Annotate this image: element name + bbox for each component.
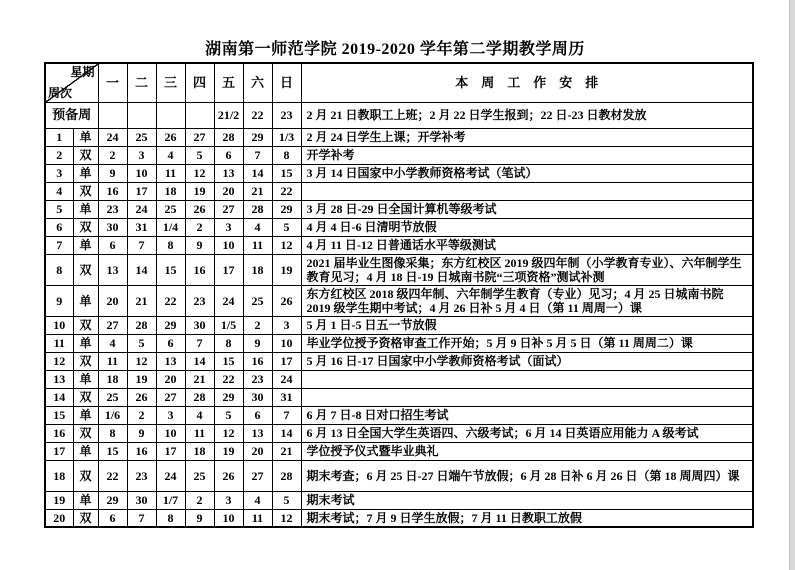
day-cell: 26: [185, 200, 214, 218]
calendar-row: [45, 236, 753, 254]
day-cell: 6: [156, 334, 185, 352]
day-cell: 24: [127, 200, 156, 218]
work-cell: [301, 388, 753, 406]
day-cell: 4: [98, 334, 127, 352]
day-cell: 17: [272, 352, 301, 370]
day-cell: 2: [185, 218, 214, 236]
day-cell: 1/4: [156, 218, 185, 236]
page-title: 湖南第一师范学院 2019-2020 学年第二学期教学周历: [205, 41, 585, 58]
day-cell: 25: [156, 200, 185, 218]
header-row: [45, 63, 753, 102]
day-cell: 24: [156, 460, 185, 491]
day-cell: 16: [243, 352, 272, 370]
day-cell: 26: [156, 128, 185, 146]
day-cell: 23: [243, 370, 272, 388]
day-cell: 11: [243, 236, 272, 254]
day-cell: 23: [127, 460, 156, 491]
parity-cell: 单: [73, 442, 98, 460]
day-cell: 2: [185, 491, 214, 509]
day-header-tue: 二: [127, 63, 156, 102]
work-cell: 东方红校区 2018 级四年制、六年制学生教育（专业）见习；4 月 25 日城南书院 2019 级学生期中考试；4 月 26 日补 5 月 4 日（第 11 周周一）课: [301, 285, 753, 316]
work-cell: 2021 届毕业生图像采集；东方红校区 2019 级四年制（小学教育专业）、六年制学生教育见习；4 月 18 日-19 日城南书院“三项资格”测试补测: [301, 254, 753, 285]
calendar-row: [45, 460, 753, 491]
day-cell: 11: [156, 164, 185, 182]
parity-cell: 单: [73, 491, 98, 509]
day-cell: 30: [127, 491, 156, 509]
day-cell: 28: [214, 128, 243, 146]
day-cell: 7: [127, 509, 156, 527]
day-cell: 6: [214, 146, 243, 164]
day-cell: 3: [156, 406, 185, 424]
day-cell: 3: [214, 491, 243, 509]
day-cell: 12: [272, 236, 301, 254]
day-cell: 16: [185, 254, 214, 285]
parity-cell: 单: [73, 334, 98, 352]
calendar-row: [45, 509, 753, 527]
parity-cell: 单: [73, 128, 98, 146]
day-cell: 6: [98, 509, 127, 527]
parity-cell: 单: [73, 236, 98, 254]
work-cell: 6 月 7 日-8 日对口招生考试: [301, 406, 753, 424]
week-cell: 13: [45, 370, 73, 388]
corner-week-label: 周次: [48, 85, 73, 100]
work-cell: 期末考试；7 月 9 日学生放假；7 月 11 日教职工放假: [301, 509, 753, 527]
work-cell: 5 月 1 日-5 日五一节放假: [301, 316, 753, 334]
day-cell: 6: [243, 406, 272, 424]
week-cell: 11: [45, 334, 73, 352]
day-cell: 27: [156, 388, 185, 406]
day-cell: 29: [243, 128, 272, 146]
day-header-wed: 三: [156, 63, 185, 102]
day-cell: 9: [98, 164, 127, 182]
parity-cell: 双: [73, 388, 98, 406]
parity-cell: 单: [73, 406, 98, 424]
day-cell: 29: [98, 491, 127, 509]
calendar-row: [45, 218, 753, 236]
work-cell: 2 月 21 日教职工上班；2 月 22 日学生报到；22 日-23 日教材发放: [301, 102, 753, 128]
day-cell: 13: [243, 424, 272, 442]
day-cell: 17: [127, 182, 156, 200]
calendar-row: [45, 370, 753, 388]
calendar-row: [45, 102, 753, 128]
parity-cell: 双: [73, 254, 98, 285]
day-cell: [185, 102, 214, 128]
day-cell: 1/3: [272, 128, 301, 146]
day-cell: 3: [127, 146, 156, 164]
work-cell: 开学补考: [301, 146, 753, 164]
day-cell: 8: [156, 236, 185, 254]
day-cell: 19: [127, 370, 156, 388]
day-cell: 11: [243, 509, 272, 527]
day-cell: 2: [243, 316, 272, 334]
day-cell: 19: [214, 442, 243, 460]
day-cell: 21: [272, 442, 301, 460]
day-cell: 13: [98, 254, 127, 285]
day-cell: 30: [185, 316, 214, 334]
work-cell: 期末考查；6 月 25 日-27 日端午节放假；6 月 28 日补 6 月 26 日（第 18 周周四）课: [301, 460, 753, 491]
day-cell: 1/6: [98, 406, 127, 424]
day-cell: 3: [214, 218, 243, 236]
day-cell: 12: [214, 424, 243, 442]
week-cell: 14: [45, 388, 73, 406]
day-cell: 16: [127, 442, 156, 460]
day-cell: 22: [98, 460, 127, 491]
calendar-row: [45, 334, 753, 352]
day-cell: 14: [272, 424, 301, 442]
day-cell: 27: [185, 128, 214, 146]
day-cell: 25: [98, 388, 127, 406]
day-cell: 28: [185, 388, 214, 406]
day-cell: 14: [185, 352, 214, 370]
day-cell: 18: [243, 254, 272, 285]
parity-cell: 双: [73, 146, 98, 164]
day-cell: 3: [272, 316, 301, 334]
day-cell: 12: [127, 352, 156, 370]
week-cell: 4: [45, 182, 73, 200]
day-cell: 16: [98, 182, 127, 200]
day-cell: [156, 102, 185, 128]
day-cell: 20: [243, 442, 272, 460]
day-cell: 15: [98, 442, 127, 460]
week-cell: 3: [45, 164, 73, 182]
day-cell: 7: [127, 236, 156, 254]
work-cell: 5 月 16 日-17 日国家中小学教师资格考试（面试）: [301, 352, 753, 370]
day-cell: 11: [98, 352, 127, 370]
day-cell: 8: [98, 424, 127, 442]
day-cell: 7: [243, 146, 272, 164]
calendar-row: [45, 316, 753, 334]
day-cell: 24: [98, 128, 127, 146]
day-header-sat: 六: [243, 63, 272, 102]
day-cell: 22: [243, 102, 272, 128]
day-cell: 1/7: [156, 491, 185, 509]
day-cell: 18: [185, 442, 214, 460]
parity-cell: 单: [73, 200, 98, 218]
calendar-row: [45, 285, 753, 316]
day-cell: 14: [127, 254, 156, 285]
work-cell: 3 月 14 日国家中小学教师资格考试（笔试）: [301, 164, 753, 182]
parity-cell: 双: [73, 460, 98, 491]
week-cell: 2: [45, 146, 73, 164]
week-cell: 19: [45, 491, 73, 509]
week-cell: 8: [45, 254, 73, 285]
week-cell: 17: [45, 442, 73, 460]
week-cell: 18: [45, 460, 73, 491]
corner-weekday-label: 星期: [70, 65, 95, 79]
day-cell: 11: [185, 424, 214, 442]
day-cell: 17: [156, 442, 185, 460]
day-cell: 13: [156, 352, 185, 370]
week-cell: 9: [45, 285, 73, 316]
parity-cell: 单: [73, 164, 98, 182]
day-cell: 26: [272, 285, 301, 316]
day-cell: 29: [214, 388, 243, 406]
day-header-fri: 五: [214, 63, 243, 102]
day-cell: 9: [185, 236, 214, 254]
day-cell: 10: [127, 164, 156, 182]
day-cell: 10: [156, 424, 185, 442]
page-right-edge: [789, 0, 795, 570]
calendar-row: [45, 182, 753, 200]
calendar-row: [45, 406, 753, 424]
work-cell: 2 月 24 日学生上课；开学补考: [301, 128, 753, 146]
parity-cell: 双: [73, 509, 98, 527]
day-cell: 21: [127, 285, 156, 316]
day-cell: 20: [98, 285, 127, 316]
day-header-thu: 四: [185, 63, 214, 102]
parity-cell: 双: [73, 182, 98, 200]
day-cell: 26: [127, 388, 156, 406]
day-cell: 10: [214, 509, 243, 527]
day-cell: 17: [214, 254, 243, 285]
calendar-row: [45, 164, 753, 182]
week-cell: 16: [45, 424, 73, 442]
day-cell: 13: [214, 164, 243, 182]
day-cell: 21: [243, 182, 272, 200]
day-cell: 4: [243, 491, 272, 509]
day-cell: 30: [98, 218, 127, 236]
calendar-row: [45, 388, 753, 406]
day-cell: 15: [272, 164, 301, 182]
work-cell: [301, 182, 753, 200]
day-cell: 25: [185, 460, 214, 491]
day-cell: 4: [156, 146, 185, 164]
day-cell: 7: [185, 334, 214, 352]
day-cell: 20: [214, 182, 243, 200]
week-cell: 10: [45, 316, 73, 334]
day-cell: 18: [98, 370, 127, 388]
day-cell: 6: [98, 236, 127, 254]
week-cell: 预备周: [45, 102, 98, 128]
day-cell: 28: [272, 460, 301, 491]
day-cell: 26: [214, 460, 243, 491]
day-cell: 23: [185, 285, 214, 316]
day-cell: 19: [272, 254, 301, 285]
day-cell: 2: [127, 406, 156, 424]
day-cell: 5: [214, 406, 243, 424]
week-cell: 12: [45, 352, 73, 370]
day-cell: 27: [243, 460, 272, 491]
teaching-calendar-table: [44, 62, 754, 528]
day-cell: 23: [272, 102, 301, 128]
parity-cell: 单: [73, 370, 98, 388]
work-cell: 学位授予仪式暨毕业典礼: [301, 442, 753, 460]
day-cell: 4: [243, 218, 272, 236]
day-cell: 10: [214, 236, 243, 254]
calendar-row: [45, 424, 753, 442]
day-cell: 14: [243, 164, 272, 182]
day-cell: 24: [272, 370, 301, 388]
work-cell: 4 月 11 日-12 日普通话水平等级测试: [301, 236, 753, 254]
day-cell: 24: [214, 285, 243, 316]
work-cell: 6 月 13 日全国大学生英语四、六级考试；6 月 14 日英语应用能力 A 级考试: [301, 424, 753, 442]
day-cell: 12: [185, 164, 214, 182]
week-cell: 1: [45, 128, 73, 146]
day-cell: 28: [243, 200, 272, 218]
day-cell: 5: [272, 218, 301, 236]
day-cell: 28: [127, 316, 156, 334]
day-cell: 9: [243, 334, 272, 352]
day-cell: 5: [272, 491, 301, 509]
day-cell: 5: [185, 146, 214, 164]
day-cell: 4: [185, 406, 214, 424]
parity-cell: 双: [73, 316, 98, 334]
work-cell: 期末考试: [301, 491, 753, 509]
day-cell: 21/2: [214, 102, 243, 128]
parity-cell: 单: [73, 285, 98, 316]
day-cell: 30: [243, 388, 272, 406]
calendar-row: [45, 442, 753, 460]
day-cell: 22: [214, 370, 243, 388]
parity-cell: 双: [73, 424, 98, 442]
day-cell: 25: [127, 128, 156, 146]
day-cell: 19: [185, 182, 214, 200]
day-cell: 8: [156, 509, 185, 527]
parity-cell: 双: [73, 218, 98, 236]
day-header-mon: 一: [98, 63, 127, 102]
parity-cell: 双: [73, 352, 98, 370]
day-cell: 23: [98, 200, 127, 218]
week-cell: 6: [45, 218, 73, 236]
day-cell: 9: [185, 509, 214, 527]
day-cell: 29: [156, 316, 185, 334]
day-cell: 12: [272, 509, 301, 527]
day-cell: 1/5: [214, 316, 243, 334]
day-cell: 15: [214, 352, 243, 370]
day-header-sun: 日: [272, 63, 301, 102]
day-cell: 31: [127, 218, 156, 236]
day-cell: 8: [272, 146, 301, 164]
calendar-row: [45, 128, 753, 146]
calendar-row: [45, 491, 753, 509]
week-cell: 20: [45, 509, 73, 527]
calendar-row: [45, 254, 753, 285]
day-cell: 25: [243, 285, 272, 316]
week-cell: 5: [45, 200, 73, 218]
day-cell: 18: [156, 182, 185, 200]
day-cell: 8: [214, 334, 243, 352]
day-cell: [98, 102, 127, 128]
corner-cell: [45, 63, 98, 102]
day-cell: 31: [272, 388, 301, 406]
day-cell: 15: [156, 254, 185, 285]
week-cell: 7: [45, 236, 73, 254]
day-cell: 20: [156, 370, 185, 388]
day-cell: 10: [272, 334, 301, 352]
day-cell: 9: [127, 424, 156, 442]
day-cell: 5: [127, 334, 156, 352]
calendar-row: [45, 352, 753, 370]
work-cell: 4 月 4 日-6 日清明节放假: [301, 218, 753, 236]
work-cell: [301, 370, 753, 388]
day-cell: 21: [185, 370, 214, 388]
calendar-row: [45, 146, 753, 164]
work-arrangement-header: 本 周 工 作 安 排: [301, 63, 753, 102]
day-cell: 22: [156, 285, 185, 316]
work-cell: 毕业学位授予资格审查工作开始；5 月 9 日补 5 月 5 日（第 11 周周二）课: [301, 334, 753, 352]
calendar-row: [45, 200, 753, 218]
day-cell: 27: [98, 316, 127, 334]
day-cell: 7: [272, 406, 301, 424]
day-cell: 27: [214, 200, 243, 218]
work-cell: 3 月 28 日-29 日全国计算机等级考试: [301, 200, 753, 218]
day-cell: 22: [272, 182, 301, 200]
day-cell: 29: [272, 200, 301, 218]
week-cell: 15: [45, 406, 73, 424]
day-cell: 2: [98, 146, 127, 164]
day-cell: [127, 102, 156, 128]
